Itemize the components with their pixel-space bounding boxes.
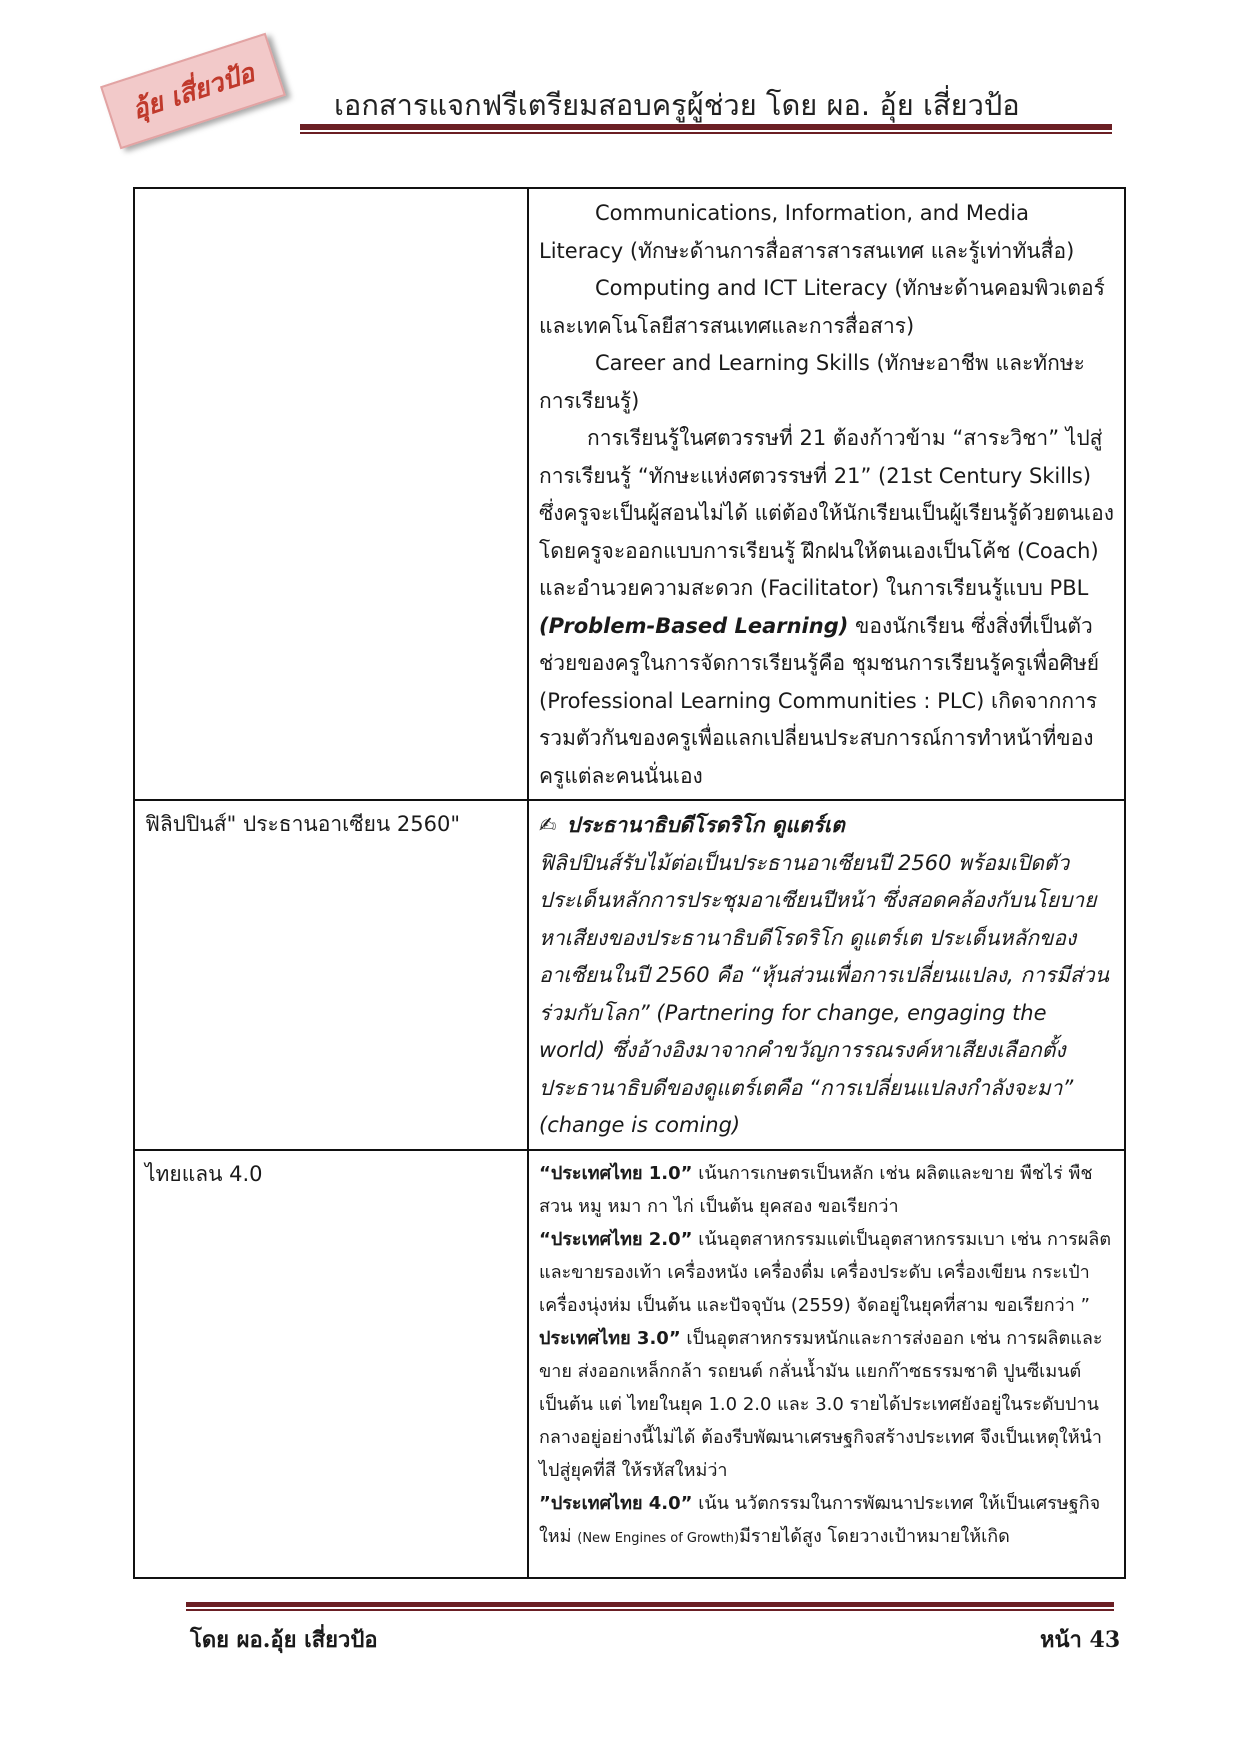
footer-rule-thin <box>186 1609 1114 1611</box>
row3-t1-bold: “ประเทศไทย 1.0” <box>539 1162 693 1184</box>
writing-hand-icon: ✍ <box>539 813 557 837</box>
header-rule <box>300 124 1112 130</box>
table-row <box>134 188 1125 800</box>
row1-left-cell <box>134 188 528 800</box>
row3-t2-bold: “ประเทศไทย 2.0” <box>539 1228 693 1250</box>
row3-t4-small: (New Engines of Growth) <box>577 1530 740 1546</box>
row3-t3-bold: ประเทศไทย 3.0” <box>539 1327 681 1349</box>
row3-para-4 <box>539 1487 1114 1555</box>
row3-t4-bold: ”ประเทศไทย 4.0” <box>539 1492 693 1514</box>
row3-left-label: ไทยแลน 4.0 <box>145 1161 263 1186</box>
row3-t1: เน้นการเกษตรเป็นหลัก เช่น ผลิตและขาย พืชไร่ พืชสวน หมู หมา กา ไก่ เป็นต้น ยุคสอง ขอเรียกว่า <box>539 1162 1093 1217</box>
row2-right-cell <box>528 800 1125 1150</box>
page-header-title: เอกสารแจกฟรีเตรียมสอบครูผู้ช่วย โดย ผอ. อุ้ย เสี่ยวป้อ <box>334 88 1020 122</box>
row1-paragraph-2: Computing and ICT Literacy (ทักษะด้านคอมพิวเตอร์ และเทคโนโลยีสารสนเทศและการสื่อสาร) <box>539 276 1105 338</box>
logo-stamp <box>100 33 286 150</box>
footer-rule <box>186 1602 1114 1607</box>
row3-t2: เน้นอุตสาหกรรมแต่เป็นอุตสาหกรรมเบา เช่น การผลิตและขายรองเท้า เครื่องหนัง เครื่องดื่ม เครื่องประดับ เครื่องเขียน กระเป๋า เครื่องนุ่งห่ม เป็นต้น และปัจจุบัน (2559) จัดอยู่ในยุคที่สาม ขอเรียกว่า ” <box>539 1228 1112 1316</box>
logo-text: อุ้ย เสี่ยวป้อ <box>128 57 259 126</box>
row1-p4a: การเรียนรู้ในศตวรรษที่ 21 ต้องก้าวข้าม “สาระวิชา” ไปสู่การเรียนรู้ “ทักษะแห่งศตวรรษที่ 21” (21st Century Skills) ซึ่งครูจะเป็นผู้สอนไม่ได้ แต่ต้องให้นักเรียนเป็นผู้เรียนรู้ด้วยตนเอง โดยครูจะออกแบบการเรียนรู้ ฝึกฝนให้ตนเองเป็นโค้ช (Coach) และอำนวยความสะดวก (Facilitator) ในการเรียนรู้แบบ PBL <box>539 426 1114 600</box>
row2-heading <box>539 807 1114 845</box>
row1-right-cell <box>528 188 1125 800</box>
row2-left-label: ฟิลิปปินส์" ประธานอาเซียน 2560" <box>145 812 461 836</box>
content-table <box>133 187 1126 1579</box>
row3-para-1 <box>539 1157 1114 1223</box>
row3-right-cell <box>528 1150 1125 1578</box>
header-rule-thin <box>300 132 1112 134</box>
row3-t4-end: มีรายได้สูง โดยวางเป้าหมายให้เกิด <box>739 1525 1010 1547</box>
row2-left-cell <box>134 800 528 1150</box>
row3-t3: เป็นอุตสาหกรรมหนักและการส่งออก เช่น การผลิตและขาย ส่งออกเหล็กกล้า รถยนต์ กลั่นน้ำมัน แยกก๊าซธรรมชาติ ปูนซีเมนต์ เป็นต้น แต่ ไทยในยุค 1.0 2.0 และ 3.0 รายได้ประเทศยังอยู่ในระดับปานกลางอยู่อย่างนี้ไม่ได้ ต้องรีบพัฒนาเศรษฐกิจสร้างประเทศ จึงเป็นเหตุให้นำไปสู่ยุคที่สี ให้รหัสใหม่ว่า <box>539 1327 1103 1481</box>
row3-para-2 <box>539 1223 1114 1322</box>
table-row <box>134 1150 1125 1578</box>
row1-paragraph-4 <box>539 420 1114 795</box>
row2-body: ฟิลิปปินส์รับไม้ต่อเป็นประธานอาเซียนปี 2560 พร้อมเปิดตัวประเด็นหลักการประชุมอาเซียนปีหน้า ซึ่งสอดคล้องกับนโยบายหาเสียงของประธานาธิบดีโรดริโก ดูแตร์เต ประเด็นหลักของอาเซียนในปี 2560 คือ “หุ้นส่วนเพื่อการเปลี่ยนแปลง, การมีส่วนร่วมกับโลก” (Partnering for change, engaging the world) ซึ่งอ้างอิงมาจากคำขวัญการรณรงค์หาเสียงเลือกตั้งประธานาธิบดีของดูแตร์เตคือ “การเปลี่ยนแปลงกำลังจะมา” (change is coming) <box>539 850 1109 1137</box>
row2-heading-text: ประธานาธิบดีโรดริโก ดูแตร์เต <box>566 813 845 837</box>
row3-t4: เน้น นวัตกรรมในการพัฒนาประเทศ ให้เป็นเศรษฐกิจใหม่ <box>539 1492 1101 1547</box>
row1-paragraph-3: Career and Learning Skills (ทักษะอาชีพ และทักษะการเรียนรู้) <box>539 351 1085 413</box>
footer-author: โดย ผอ.อุ้ย เสี่ยวป้อ <box>190 1627 378 1653</box>
row1-p4b: ของนักเรียน ซึ่งสิ่งที่เป็นตัวช่วยของครูในการจัดการเรียนรู้คือ ชุมชนการเรียนรู้ครูเพื่อศิษย์ (Professional Learning Communities : PLC) เกิดจากการรวมตัวกันของครูเพื่อแลกเปลี่ยนประสบการณ์การทำหน้าที่ของครูแต่ละคนนั่นเอง <box>539 613 1100 788</box>
row3-left-cell <box>134 1150 528 1578</box>
page-number: หน้า 43 <box>1040 1627 1121 1653</box>
table-row <box>134 800 1125 1150</box>
row3-para-3 <box>539 1322 1114 1487</box>
row1-p4-bold: (Problem-Based Learning) <box>539 613 849 638</box>
row1-paragraph-1: Communications, Information, and Media Literacy (ทักษะด้านการสื่อสารสารสนเทศ และรู้เท่าทันสื่อ) <box>539 201 1075 263</box>
